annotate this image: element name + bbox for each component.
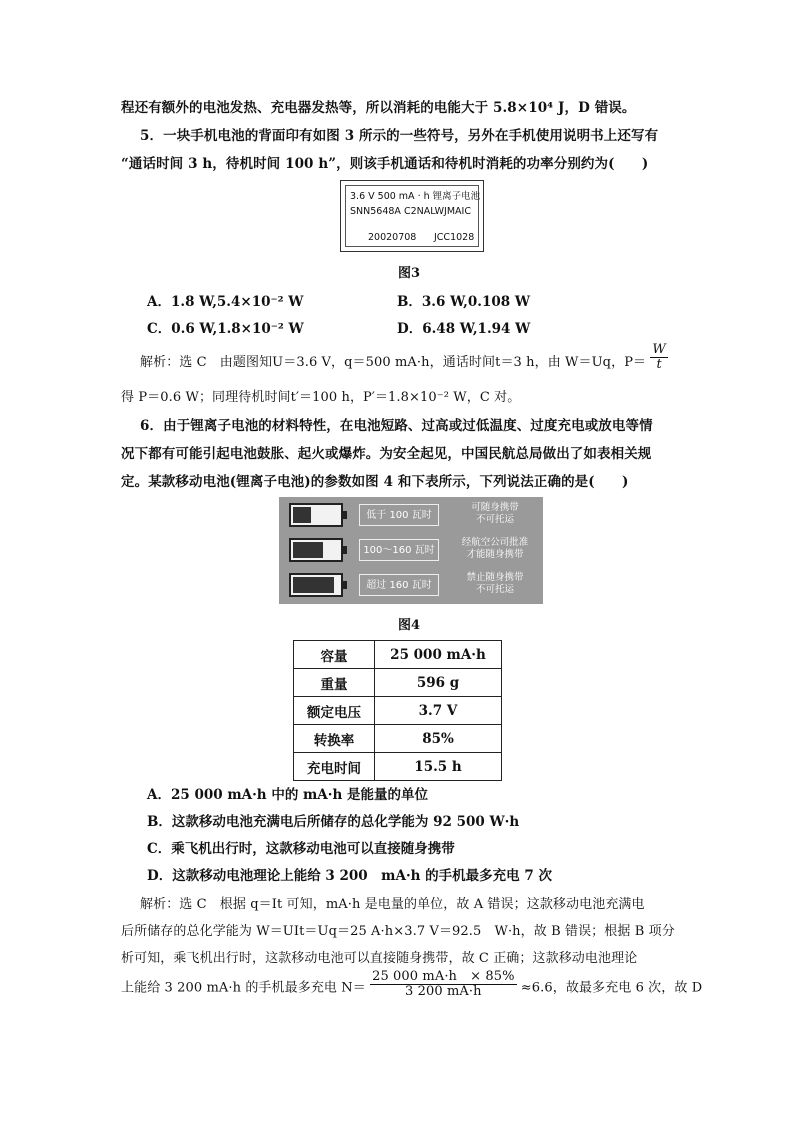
figure4-row [279,535,543,565]
battery-fill [293,507,311,523]
q5-option-d: D．6.48 W,1.94 W [397,321,531,337]
figure4-row-desc: 可随身携带 不可托运 [471,502,519,525]
battery-icon [289,503,343,527]
fraction-denominator: 3 200 mA·h [405,984,482,1000]
q6-analysis-line4-pre: 上能给 3 200 mA·h 的手机最多充电 N＝ [121,980,366,996]
fraction-numerator: W [652,341,666,357]
q6-option-a: A．25 000 mA·h 中的 mA·h 是能量的单位 [147,787,428,803]
figure3-caption: 图3 [398,266,421,281]
table-row [294,669,502,697]
q5-analysis-text: 解析：选 C 由题图知U＝3.6 V，q＝500 mA·h，通话时间t＝3 h，由 W＝Uq，P＝ [140,355,647,370]
q5-stem-line2: “通话时间 3 h，待机时间 100 h”，则该手机通话和待机时消耗的功率分别约为( ) [121,156,649,172]
battery-fill [293,577,334,593]
figure4-battery-rules [279,497,543,604]
q5-option-a: A．1.8 W,5.4×10⁻² W [147,294,304,310]
figure3-battery-label [340,180,484,252]
q5-option-c: C．0.6 W,1.8×10⁻² W [147,321,304,337]
q6-option-d: D．这款移动电池理论上能给 3 200 mA·h 的手机最多充电 7 次 [147,868,552,884]
fraction-denominator: t [656,357,662,372]
battery-icon [289,573,343,597]
q6-analysis-line3: 析可知，乘飞机出行时，这款移动电池可以直接随身携带，故 C 正确；这款移动电池理论 [121,951,638,966]
table-cell-key: 额定电压 [294,697,375,725]
battery-spec-table [293,640,502,781]
q6-option-c: C．乘飞机出行时，这款移动电池可以直接随身携带 [147,841,455,857]
q6-option-b: B．这款移动电池充满电后所储存的总化学能为 92 500 W·h [147,814,520,830]
q5-option-b: B．3.6 W,0.108 W [397,294,530,310]
q5-analysis-fraction [650,343,667,373]
q6-analysis-line1: 解析：选 C 根据 q＝It 可知，mA·h 是电量的单位，故 A 错误；这款移动电池充满电 [140,897,645,912]
figure4-row-desc: 禁止随身携带 不可托运 [466,572,524,595]
figure3-row2: SNN5648A C2NALWJMAIC [350,206,471,217]
table-cell-key: 重量 [294,669,375,697]
figure4-row [279,500,543,530]
paragraph-continuation: 程还有额外的电池发热、充电器发热等，所以消耗的电能大于 5.8×10⁴ J，D 错误。 [121,100,636,116]
table-cell-value: 85% [375,725,502,753]
table-row [294,641,502,669]
figure4-caption: 图4 [398,618,421,633]
fraction-numerator: 25 000 mA·h × 85% [372,969,515,984]
figure4-row-box: 低于 100 瓦时 [359,504,439,526]
q6-analysis-line2: 后所储存的总化学能为 W＝UIt＝Uq＝25 A·h×3.7 V＝92.5 W·h，故 B 错误；根据 B 项分 [121,924,675,939]
battery-icon [289,538,343,562]
q6-stem-line1: 6．由于锂离子电池的材料特性，在电池短路、过高或过低温度、过度充电或放电等情 [140,418,653,434]
q6-analysis-line4-post: ≈6.6，故最多充电 6 次，故 D [520,980,703,996]
table-cell-key: 转换率 [294,725,375,753]
q5-analysis-line2: 得 P＝0.6 W；同理待机时间t′＝100 h，P′＝1.8×10⁻² W，C 对。 [121,390,521,405]
table-row [294,697,502,725]
figure4-row-box: 100～160 瓦时 [359,539,439,561]
table-cell-value: 25 000 mA·h [375,641,502,669]
q6-analysis-line4 [121,969,703,1000]
table-cell-key: 容量 [294,641,375,669]
figure3-row3a: 20020708 [368,232,417,243]
figure4-row-box: 超过 160 瓦时 [359,574,439,596]
q6-stem-line2: 况下都有可能引起电池鼓胀、起火或爆炸。为安全起见，中国民航总局做出了如表相关规 [121,446,652,462]
table-row [294,725,502,753]
table-cell-value: 15.5 h [375,753,502,781]
table-row [294,753,502,781]
q6-stem-line3: 定。某款移动电池(锂离子电池)的参数如图 4 和下表所示，下列说法正确的是( ) [121,474,629,490]
q5-stem-line1: 5．一块手机电池的背面印有如图 3 所示的一些符号，另外在手机使用说明书上还写有 [140,128,659,144]
figure4-row-desc: 经航空公司批准 才能随身携带 [461,537,529,560]
q5-analysis-line1 [140,341,668,372]
figure3-row3b: JCC1028 [434,232,475,243]
battery-fill [293,542,323,558]
table-cell-key: 充电时间 [294,753,375,781]
table-cell-value: 3.7 V [375,697,502,725]
table-cell-value: 596 g [375,669,502,697]
figure4-row [279,570,543,600]
figure3-row1: 3.6 V 500 mA · h 锂离子电池 [350,191,481,202]
q6-analysis-fraction [370,970,516,1000]
